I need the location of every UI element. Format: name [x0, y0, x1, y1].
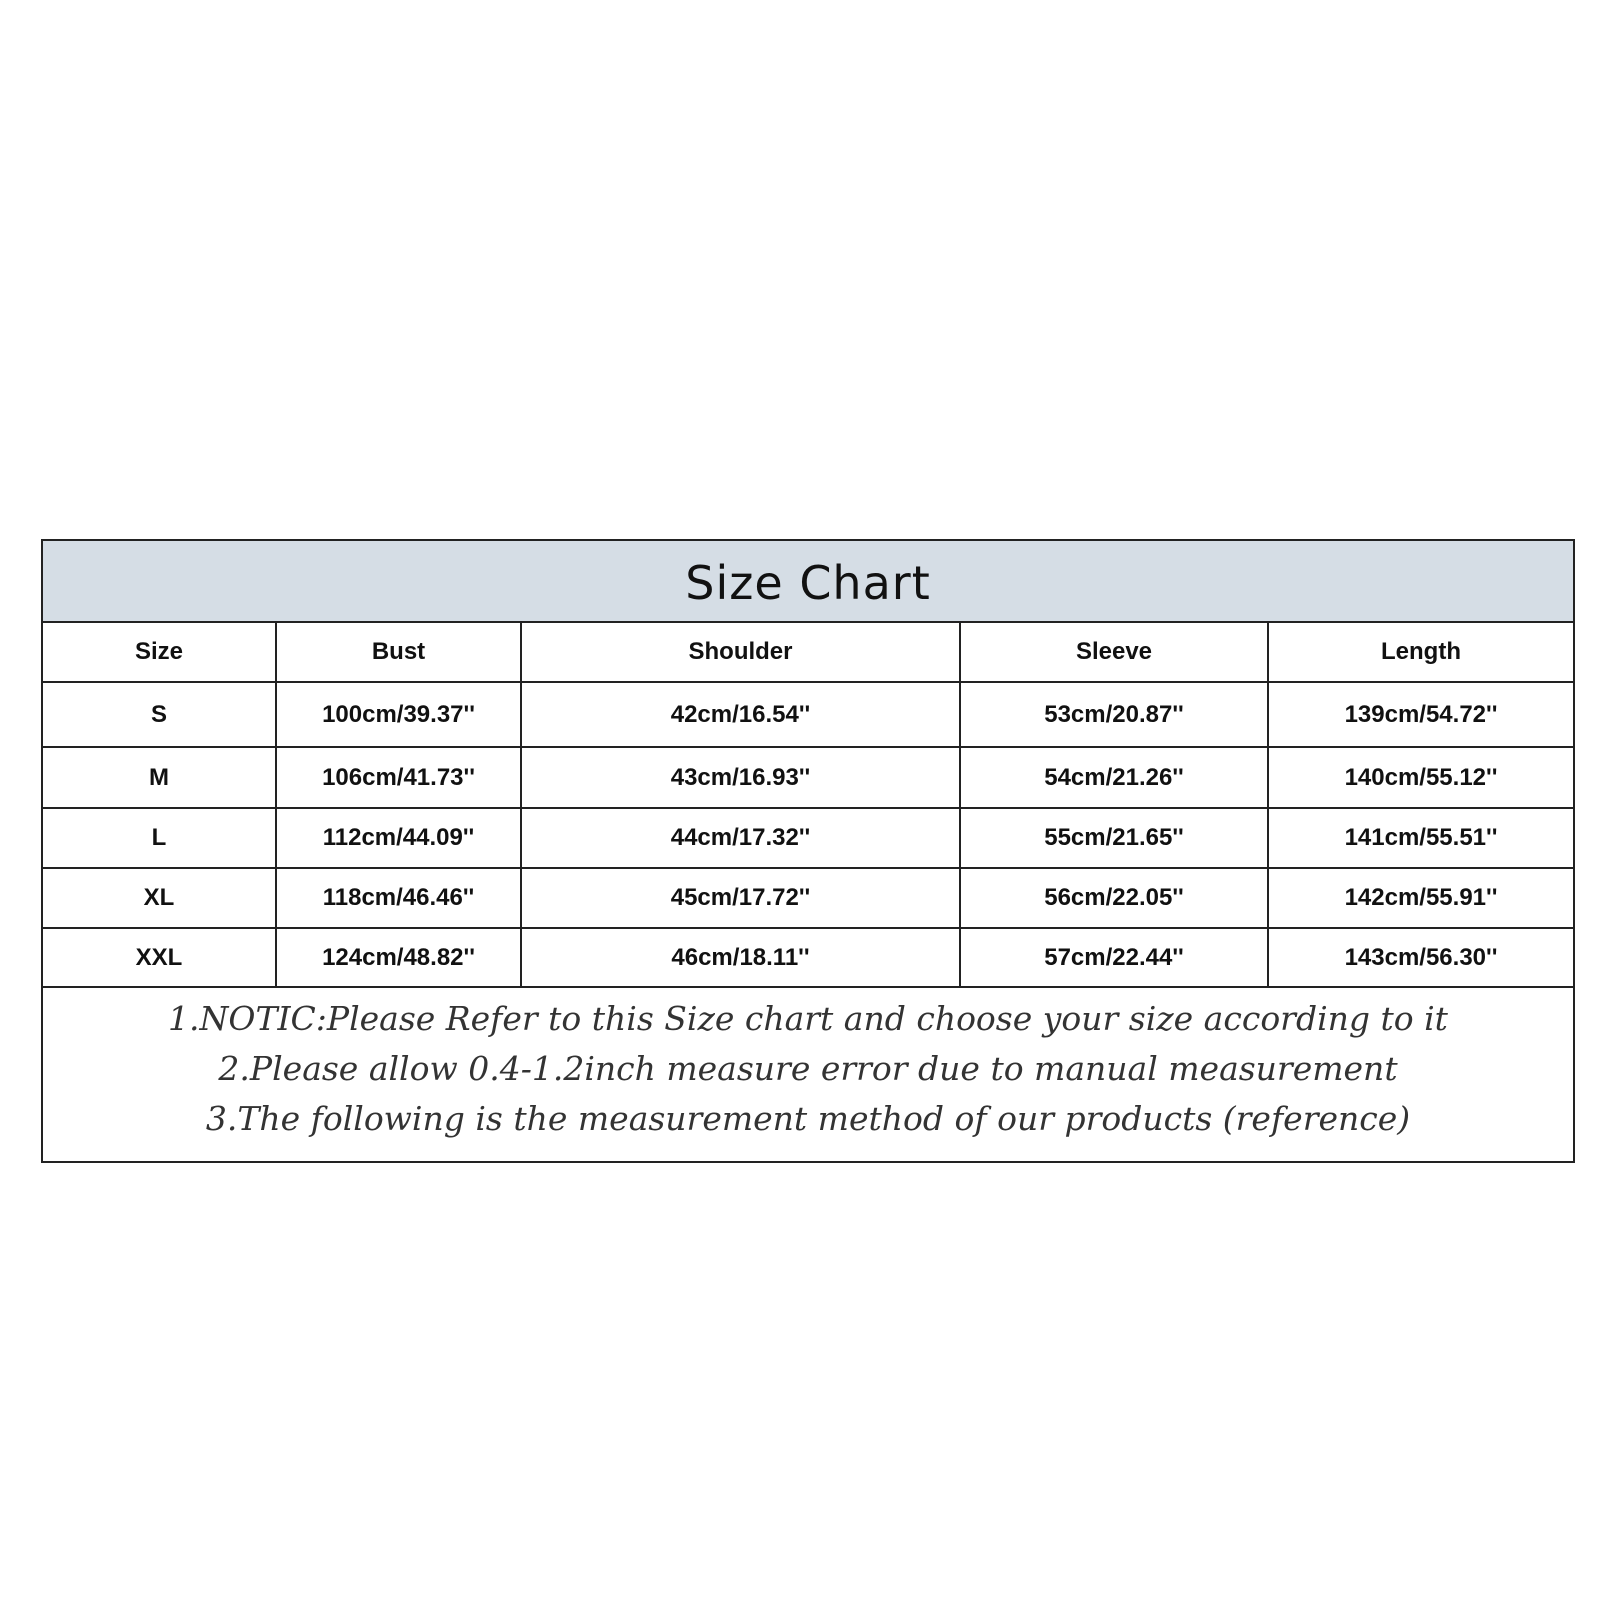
cell-length: 142cm/55.91'' — [1268, 868, 1573, 928]
header-bust: Bust — [276, 623, 521, 682]
table-row — [43, 868, 1573, 928]
header-size: Size — [43, 623, 276, 682]
header-row — [43, 623, 1573, 682]
cell-size: S — [43, 682, 276, 747]
header-sleeve: Sleeve — [960, 623, 1268, 682]
table-row — [43, 747, 1573, 808]
cell-shoulder: 43cm/16.93'' — [521, 747, 960, 808]
cell-length: 143cm/56.30'' — [1268, 928, 1573, 987]
cell-size: XXL — [43, 928, 276, 987]
cell-length: 141cm/55.51'' — [1268, 808, 1573, 868]
table-row — [43, 928, 1573, 987]
cell-sleeve: 53cm/20.87'' — [960, 682, 1268, 747]
cell-sleeve: 54cm/21.26'' — [960, 747, 1268, 808]
note-line: 1.NOTIC:Please Refer to this Size chart and choose your size according to it — [168, 999, 1448, 1038]
cell-bust: 112cm/44.09'' — [276, 808, 521, 868]
cell-shoulder: 45cm/17.72'' — [521, 868, 960, 928]
cell-length: 140cm/55.12'' — [1268, 747, 1573, 808]
note-line: 2.Please allow 0.4-1.2inch measure error due to manual measurement — [218, 1049, 1398, 1088]
cell-size: M — [43, 747, 276, 808]
cell-bust: 106cm/41.73'' — [276, 747, 521, 808]
cell-shoulder: 42cm/16.54'' — [521, 682, 960, 747]
cell-sleeve: 57cm/22.44'' — [960, 928, 1268, 987]
notes-section — [43, 988, 1573, 1144]
cell-length: 139cm/54.72'' — [1268, 682, 1573, 747]
cell-shoulder: 44cm/17.32'' — [521, 808, 960, 868]
cell-bust: 118cm/46.46'' — [276, 868, 521, 928]
cell-sleeve: 55cm/21.65'' — [960, 808, 1268, 868]
cell-shoulder: 46cm/18.11'' — [521, 928, 960, 987]
header-shoulder: Shoulder — [521, 623, 960, 682]
cell-bust: 124cm/48.82'' — [276, 928, 521, 987]
table-row — [43, 682, 1573, 747]
header-length: Length — [1268, 623, 1573, 682]
note-line: 3.The following is the measurement method of our products (reference) — [205, 1099, 1411, 1138]
cell-bust: 100cm/39.37'' — [276, 682, 521, 747]
cell-size: L — [43, 808, 276, 868]
cell-sleeve: 56cm/22.05'' — [960, 868, 1268, 928]
cell-size: XL — [43, 868, 276, 928]
title-bar — [43, 541, 1573, 623]
size-chart — [41, 539, 1575, 1163]
table-row — [43, 808, 1573, 868]
chart-title: Size Chart — [685, 556, 931, 610]
size-table — [43, 623, 1573, 988]
